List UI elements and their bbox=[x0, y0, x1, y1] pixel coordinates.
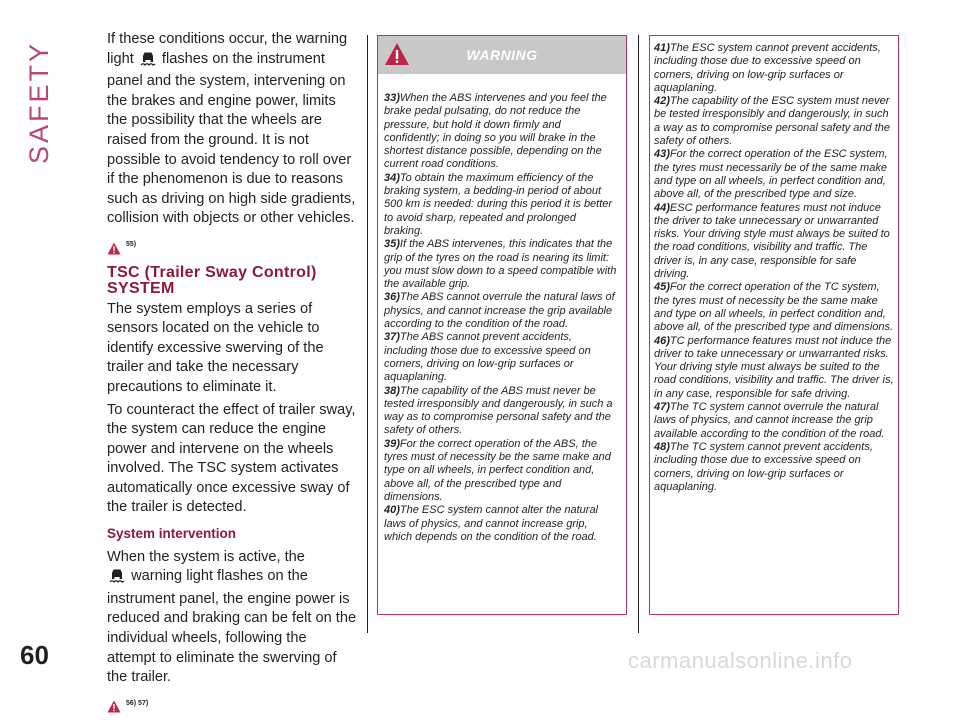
warning-item-text: The ESC system cannot prevent accidents, including those due to excessive speed on corners, driving on low-grip surfaces or aquaplaning. bbox=[654, 42, 881, 94]
warning-item-number: 37) bbox=[384, 331, 400, 344]
warning-continuation-box bbox=[649, 35, 899, 615]
warning-item bbox=[384, 385, 618, 438]
warning-item-text: The capability of the ABS must never be tested irresponsibly and dangerously, in such a way as to compromise personal safety and the safety of others. bbox=[384, 384, 613, 437]
watermark: carmanualsonline.info bbox=[628, 648, 853, 673]
warning-item-text: The TC system cannot prevent accidents, including those due to excessive speed on corners, driving on low-grip surfaces or aquaplaning. bbox=[654, 440, 873, 493]
warning-reference: 56) 57) bbox=[107, 694, 357, 714]
warning-item bbox=[654, 335, 894, 401]
warning-item-number: 42) bbox=[654, 95, 670, 108]
warning-item bbox=[384, 331, 618, 384]
warning-item-number: 44) bbox=[654, 201, 670, 214]
warning-item-text: The ABS cannot overrule the natural laws of physics, and cannot increase the grip available according to the condition of the road. bbox=[384, 291, 615, 331]
paragraph-rollover: If these conditions occur, the warning light flashes on the instrument panel and the system, intervening on the brakes and engine power, limits the possibility that the wheels are raised from the ground. It is not possible to avoid tendency to roll over if the phenomenon is due to reasons such as driving on high side gradients, collision with objects or other vehicles. bbox=[107, 31, 356, 227]
paragraph-tsc-intro: The system employs a series of sensors located on the vehicle to identify excessive swerving of the trailer and take the necessary precautions to eliminate it. bbox=[107, 300, 324, 395]
esc-warning-light-icon bbox=[140, 50, 156, 73]
warning-item-text: When the ABS intervenes and you feel the brake pedal pulsating, do not reduce the pressure, but hold it down firmly and confidently; in doing so you will brake in the shortest distance possible, depending on the current road conditions. bbox=[384, 92, 607, 171]
warning-item bbox=[654, 281, 894, 334]
column-divider bbox=[367, 35, 368, 633]
section-heading: TSC (Trailer Sway Control) SYSTEM bbox=[107, 263, 317, 297]
warning-item-number: 38) bbox=[384, 384, 400, 397]
warning-item-text: The capability of the ESC system must never be tested irresponsibly and dangerously, in such a way as to compromise personal safety and the safety of others. bbox=[654, 95, 891, 148]
warning-item-number: 40) bbox=[384, 504, 400, 517]
warning-item bbox=[654, 42, 894, 95]
warning-item-text: For the correct operation of the ESC system, the tyres must necessarily be of the same make and type on all wheels, in perfect condition and, above all, of the prescribed type and size. bbox=[654, 148, 888, 201]
warning-item-number: 47) bbox=[654, 401, 670, 414]
warning-item-text: If the ABS intervenes, this indicates that the grip of the tyres on the road is nearing its limit: you must slow down to a speed compatible with the available grip. bbox=[384, 238, 617, 291]
warning-item bbox=[654, 95, 894, 148]
paragraph-intervention: When the system is active, the warning light flashes on the instrument panel, the engine power is reduced and braking can be felt on the individual wheels, following the attempt to eliminate the swerving of the trailer. bbox=[107, 548, 357, 686]
warning-item bbox=[384, 92, 618, 172]
warning-item-text: The TC system cannot overrule the natural laws of physics, and cannot increase the grip available according to the condition of the road. bbox=[654, 401, 885, 440]
warning-item bbox=[654, 401, 894, 441]
warning-item bbox=[384, 172, 618, 238]
warning-reference: 55) bbox=[107, 235, 357, 255]
warning-item-number: 43) bbox=[654, 148, 670, 161]
warning-box bbox=[377, 35, 627, 615]
warning-item bbox=[384, 238, 618, 291]
warning-item-number: 35) bbox=[384, 238, 400, 251]
warning-item-number: 45) bbox=[654, 281, 670, 294]
esc-warning-light-icon bbox=[109, 567, 125, 590]
warning-triangle-icon bbox=[107, 700, 121, 713]
warning-item bbox=[654, 148, 894, 201]
warning-list bbox=[378, 74, 626, 544]
main-column bbox=[107, 30, 357, 723]
warning-item-number: 41) bbox=[654, 42, 670, 54]
warning-item-text: To obtain the maximum efficiency of the braking system, a bedding-in period of about 500 km is needed: during this period it is better to avoid sharp, repeated and prolonged braking. bbox=[384, 171, 613, 237]
column-divider bbox=[638, 35, 639, 633]
subheading: System intervention bbox=[107, 526, 237, 542]
page-number: 60 bbox=[20, 640, 49, 670]
warning-item-number: 46) bbox=[654, 334, 670, 347]
warning-item-number: 39) bbox=[384, 437, 400, 450]
warning-item-text: TC performance features must not induce the driver to take unnecessary or unwarranted risks. Your driving style must always be suited to the road conditions, visibility and traffic. The driver is, in any case, responsible for safe driving. bbox=[654, 334, 894, 400]
warning-item bbox=[384, 504, 618, 544]
section-label: SAFETY bbox=[24, 40, 54, 164]
warning-item bbox=[384, 438, 618, 504]
warning-item-text: The ESC system cannot alter the natural laws of physics, and cannot increase grip, which depends on the condition of the road. bbox=[384, 504, 599, 543]
warning-item-number: 36) bbox=[384, 291, 400, 304]
warning-item-number: 48) bbox=[654, 440, 670, 453]
warning-title: WARNING bbox=[466, 47, 538, 63]
warning-item-text: ESC performance features must not induce the driver to take unnecessary or unwarranted risks. Your driving style must always be suited to the road conditions, visibility and traffic. The driver is, in any case, responsible for safe driving. bbox=[654, 201, 890, 281]
warning-item-text: The ABS cannot prevent accidents, including those due to excessive speed on corners, driving on low-grip surfaces or aquaplaning. bbox=[384, 331, 591, 384]
warning-triangle-icon bbox=[384, 42, 410, 66]
warning-item-number: 33) bbox=[384, 92, 400, 104]
warning-item bbox=[384, 291, 618, 331]
warning-item bbox=[654, 202, 894, 282]
warning-item-text: For the correct operation of the TC system, the tyres must of necessity be the same make and type on all wheels, in perfect condition and, above all, of the prescribed type and dimensions. bbox=[654, 281, 894, 334]
warning-triangle-icon bbox=[107, 242, 121, 255]
warning-header bbox=[378, 36, 626, 74]
warning-item bbox=[654, 441, 894, 494]
paragraph-tsc-action: To counteract the effect of trailer sway, the system can reduce the engine power and intervene on the wheels involved. The TSC system activates automatically once excessive sway of the trailer is detected. bbox=[107, 401, 356, 516]
warning-item-number: 34) bbox=[384, 171, 400, 184]
warning-item-text: For the correct operation of the ABS, the tyres must of necessity be the same make and type on all wheels, in perfect condition and, above all, of the prescribed type and dimensions. bbox=[384, 437, 611, 503]
